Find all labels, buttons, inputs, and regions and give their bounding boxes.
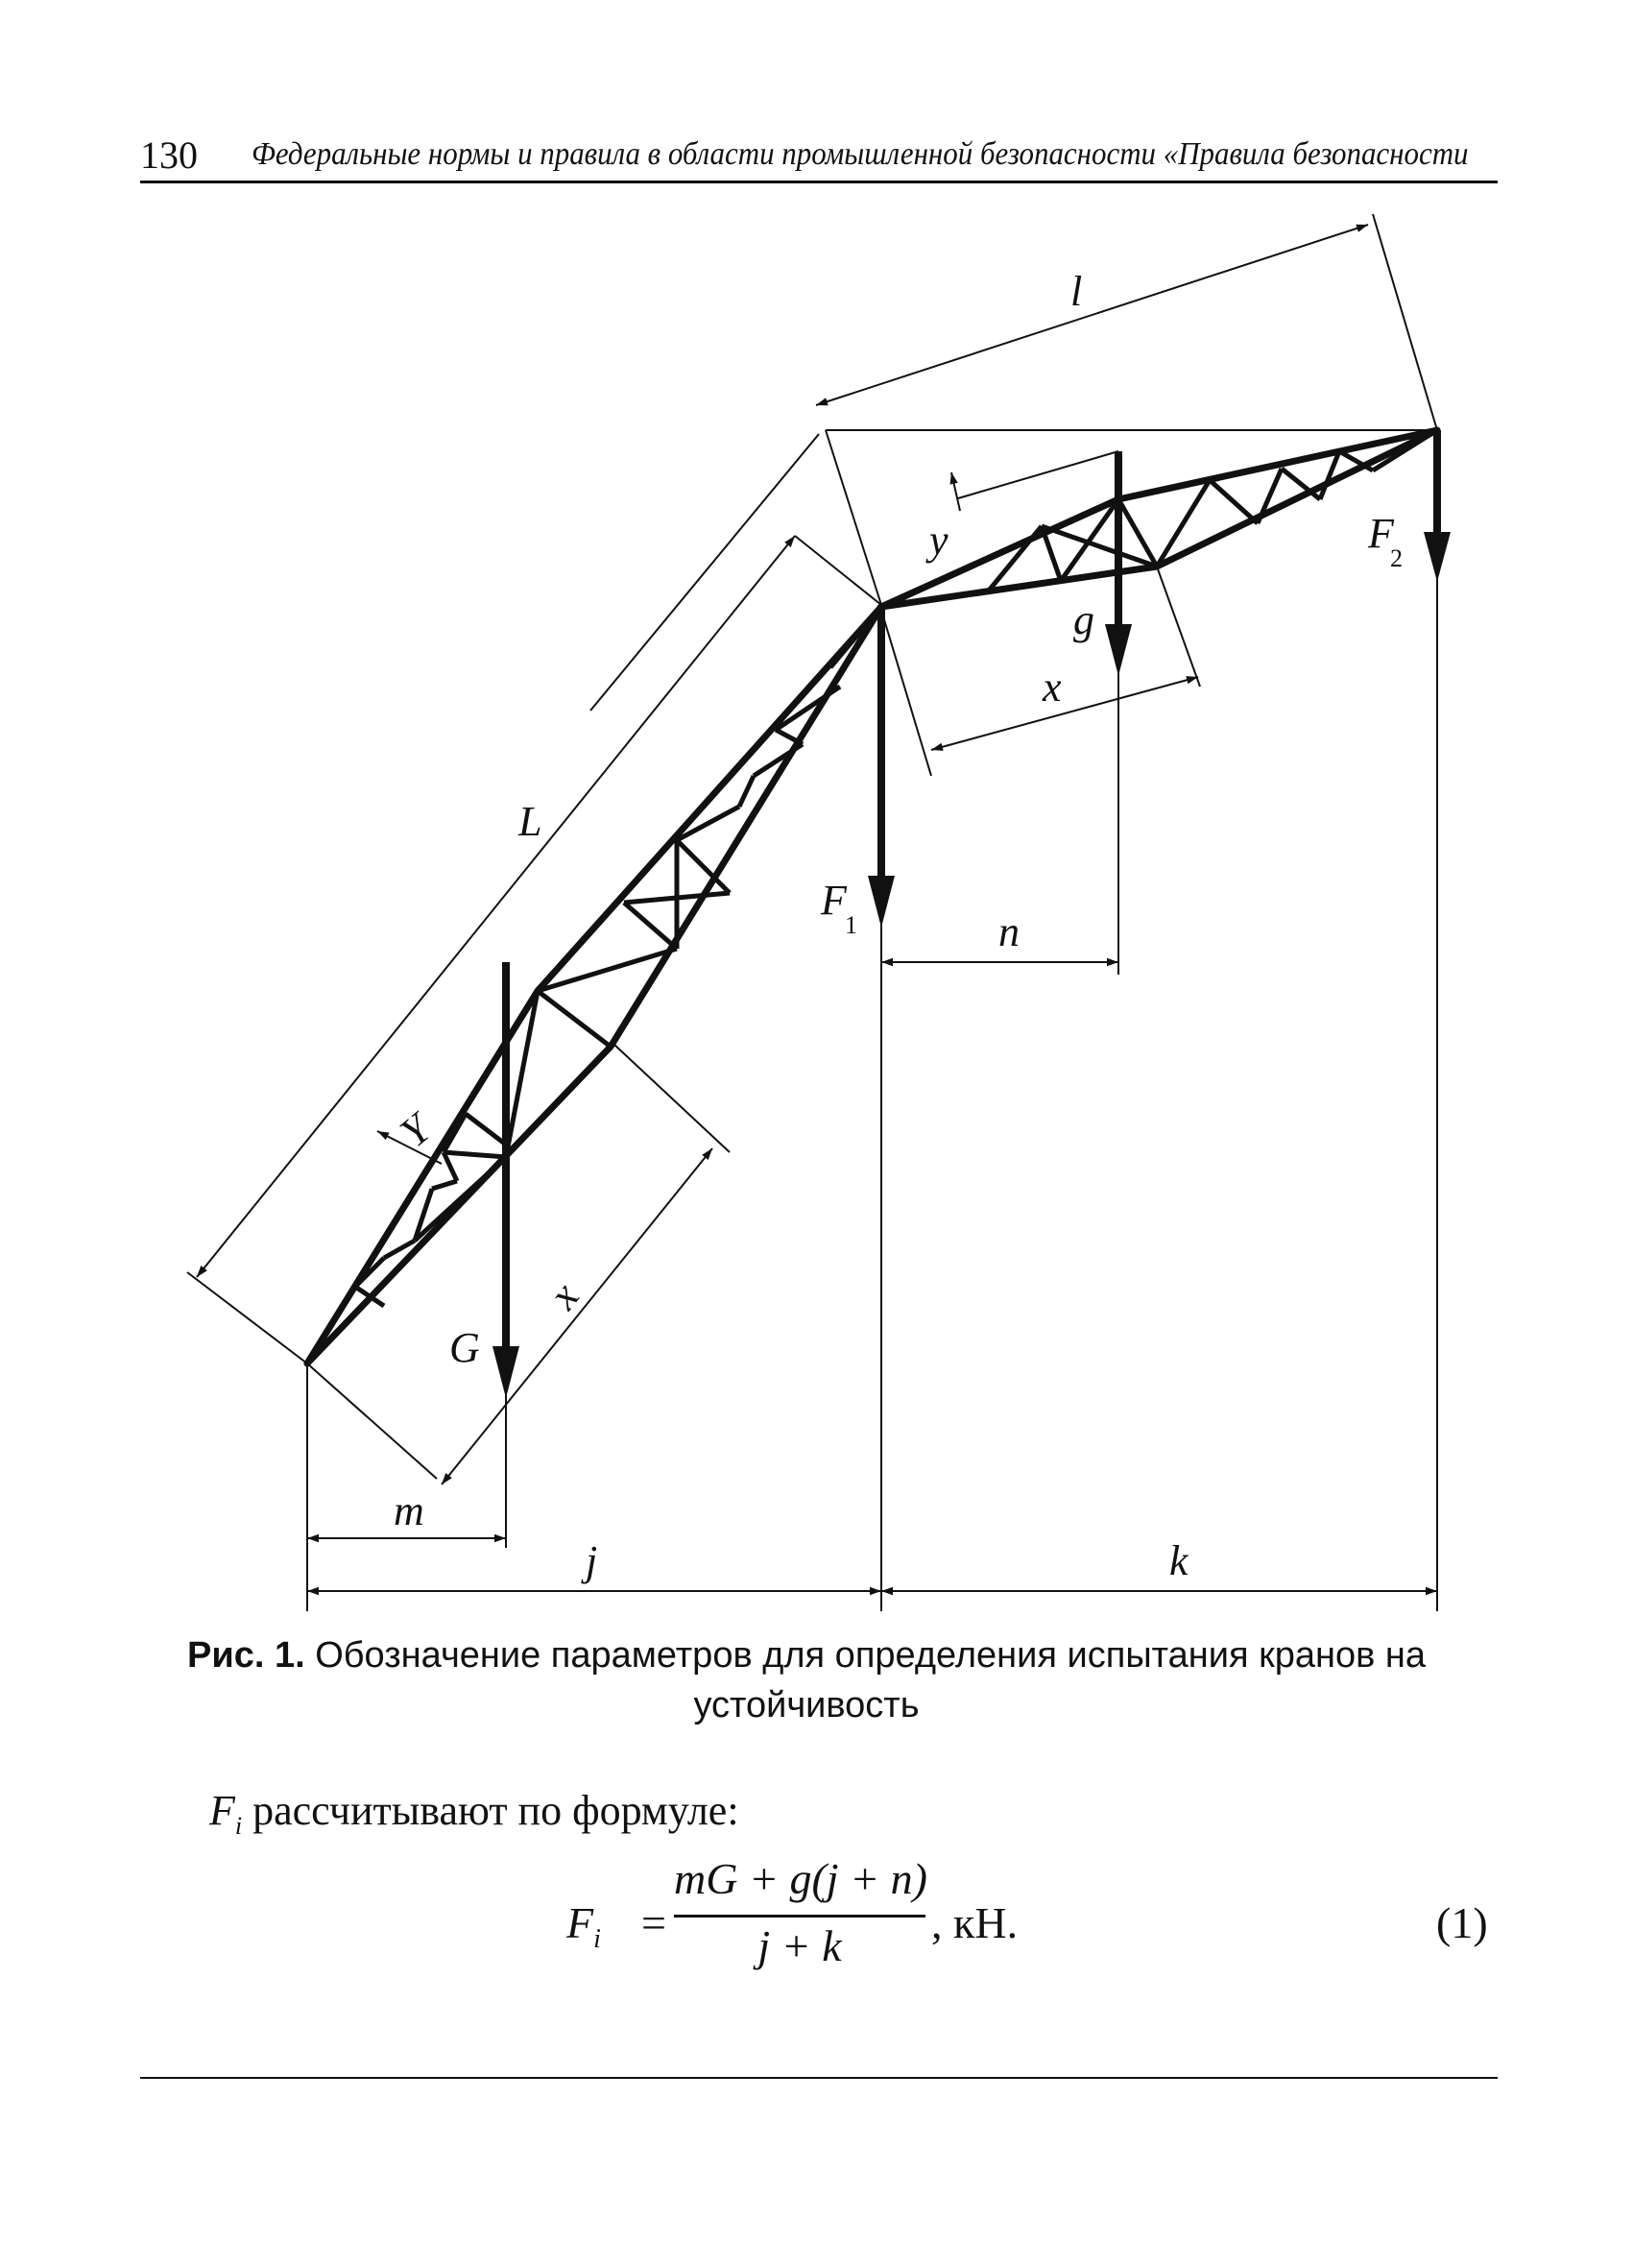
dim-x-jib [931,677,1198,750]
running-title: Федеральные нормы и правила в области промышленной безопасности «Правила безопасности [252,136,1469,172]
lead-variable-sub: i [234,1811,243,1840]
label-L: L [518,798,542,845]
label-l: l [1070,268,1083,315]
jib-truss [881,430,1437,607]
label-y: y [929,517,949,564]
fraction-bar [674,1915,925,1918]
caption-number: Рис. 1. [187,1635,305,1676]
label-j: j [586,1537,598,1584]
formula-numerator: mG + g(j + n) [674,1854,927,1903]
label-x-boom: x [539,1273,588,1318]
label-g: g [1073,596,1094,643]
formula-lhs-sub: i [593,1924,601,1955]
label-F1-sub: 1 [845,911,857,939]
formula-denominator: j + k [757,1921,842,1970]
caption-text: Обозначение параметров для определения испытания кранов на устойчивость [315,1635,1426,1725]
lead-text: рассчитывают по формуле: [252,1787,739,1834]
extension-lines [187,214,1437,1611]
arrow-F2 [1424,430,1451,582]
label-Y: Y [391,1104,440,1157]
label-x-jib: x [1043,664,1062,711]
formula-lhs [566,1897,601,1955]
label-G: G [449,1324,480,1371]
label-m: m [394,1487,424,1534]
lead-sentence [209,1786,739,1841]
label-F2-sub: 2 [1390,544,1403,572]
dim-l [816,225,1368,405]
formula-lhs-var: F [566,1898,594,1947]
page-number: 130 [140,133,198,177]
arrow-F1 [868,605,895,928]
boom-truss [307,607,881,1363]
figure-caption [144,1630,1469,1730]
footer-rule [140,2077,1498,2079]
lead-variable: F [209,1787,235,1834]
formula-equals: = [641,1898,666,1947]
dim-y [951,472,960,511]
label-n: n [998,908,1020,955]
label-F2: F [1368,510,1394,557]
arrow-g [1105,451,1132,676]
equation-number: (1) [1436,1898,1488,1947]
label-k: k [1169,1537,1189,1584]
formula-unit: , кН. [931,1898,1019,1947]
label-F1: F [821,877,847,924]
